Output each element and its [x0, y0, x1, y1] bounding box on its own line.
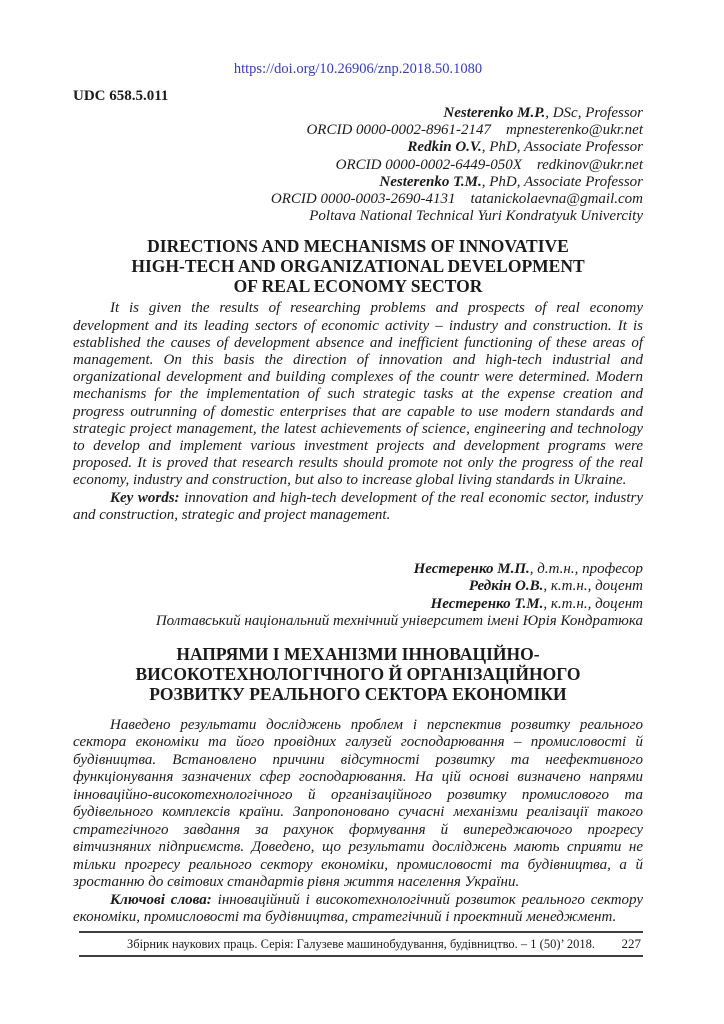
udc-code: UDC 658.5.011 [73, 88, 169, 104]
author-line [73, 596, 643, 613]
title-line: OF REAL ECONOMY SECTOR [233, 276, 483, 297]
author-line [73, 174, 643, 191]
journal-footer [79, 931, 643, 957]
affiliation-line [73, 208, 643, 225]
author-name: Nesterenko M.P. [443, 105, 546, 121]
author-line [73, 139, 643, 156]
paper-title-uk [73, 644, 643, 704]
author-degree: , д.т.н., професор [529, 561, 643, 578]
abstract-uk: Наведено результати досліджень проблем і перспектив розвитку реального сектора економіки та його провідних галузей господарювання – промисловості й будівництва. Встановлено причини відсутності розвитку та неефективного функціонування зазначених сфер господарювання. На цій основі визначено напрями інноваційно-високотехнологічного й організаційного розвитку промислового та будівельного комплексів країни. Запропоновано сучасні механізми реалізації такого стратегічного завдання за рахунок формування й випереджаючого прогресу вітчизняних підприємств. Доведено, що результати досліджень мають сприяти не тільки прогресу реального сектору економіки, промисловості та будівництва, а й зростанню до світових стандартів рівня життя населення України. [73, 716, 643, 891]
journal-citation: Збірник наукових праць. Серія: Галузеве машинобудування, будівництво. – 1 (50)’ 2018. [127, 936, 595, 951]
title-line: HIGH-TECH AND ORGANIZATIONAL DEVELOPMENT [131, 256, 585, 277]
orcid-and-email: ORCID 0000-0002-6449-050X redkinov@ukr.net [335, 156, 643, 173]
paper-title-en [73, 236, 643, 296]
title-line: РОЗВИТКУ РЕАЛЬНОГО СЕКТОРА ЕКОНОМІКИ [149, 683, 567, 704]
keywords-label-en: Key words: [110, 489, 180, 506]
affiliation-en: Poltava National Technical Yuri Kondratyuk Univercity [309, 208, 643, 225]
author-orcid-line [73, 157, 643, 174]
keywords-label-uk: Ключові слова: [110, 891, 212, 908]
author-degree: , к.т.н., доцент [543, 578, 643, 595]
title-line: НАПРЯМИ І МЕХАНІЗМИ ІННОВАЦІЙНО- [176, 643, 540, 664]
author-name: Нестеренко Т.М. [430, 595, 544, 612]
author-degree: , PhD, Associate Professor [481, 173, 643, 190]
author-line [73, 561, 643, 578]
author-orcid-line [73, 191, 643, 208]
doi-row [73, 0, 643, 78]
author-degree: , DSc, Professor [545, 105, 643, 121]
affiliation-line [73, 613, 643, 630]
author-name: Редкін О.В. [468, 578, 544, 595]
author-orcid-line [73, 122, 643, 139]
authors-block-en [73, 105, 643, 225]
affiliation-uk: Полтавський національний технічний університет імені Юрія Кондратюка [155, 613, 643, 630]
abstract-en: It is given the results of researching problems and prospects of real economy development and its leading sectors of economic activity – industry and construction. It is established the causes of development absence and inefficient functioning of these areas of management. On this basis the direction of innovation and high-tech industrial and organizational development and building complexes of the countr were determined. Modern mechanisms for the implementation of such strategic tasks at the expense creation and progress outrunning of domestic enterprises that are capable to use modern standards and strategic project management, the latest achievements of science, engineering and technology to develop and implement various investment projects and development programs were proposed. It is proved that research results should promote not only the progress of the real economy, industry and construction, but also to increase global living standards in Ukraine. [73, 300, 643, 489]
page-number: 227 [621, 935, 641, 951]
author-name: Нестеренко М.П. [413, 561, 530, 578]
author-line [73, 105, 643, 122]
author-name: Redkin O.V. [407, 139, 482, 156]
keywords-en [73, 490, 643, 524]
page-content [73, 0, 643, 957]
author-line [73, 578, 643, 595]
keywords-text-en: innovation and high-tech development of the real economic sector, industry and construction, strategic and project management. [73, 489, 644, 523]
author-degree: , к.т.н., доцент [543, 595, 643, 612]
keywords-uk [73, 892, 643, 927]
author-degree: , PhD, Associate Professor [481, 139, 643, 156]
keywords-text-uk: інноваційний і високотехнологічний розвиток реального сектору економіки, промисловості та будівництва, стратегічний і проектний менеджмент. [73, 891, 643, 926]
title-line: DIRECTIONS AND MECHANISMS OF INNOVATIVE [147, 236, 569, 257]
orcid-and-email: ORCID 0000-0003-2690-4131 tatanickolaevna@gmail.com [270, 191, 643, 208]
orcid-and-email: ORCID 0000-0002-8961-2147 mpnesterenko@ukr.net [306, 122, 643, 139]
authors-block-uk [73, 561, 643, 631]
doi-link[interactable]: https://doi.org/10.26906/znp.2018.50.1080 [233, 61, 483, 77]
title-line: ВИСОКОТЕХНОЛОГІЧНОГО Й ОРГАНІЗАЦІЙНОГО [135, 663, 581, 684]
author-name: Nesterenko T.M. [379, 173, 482, 190]
